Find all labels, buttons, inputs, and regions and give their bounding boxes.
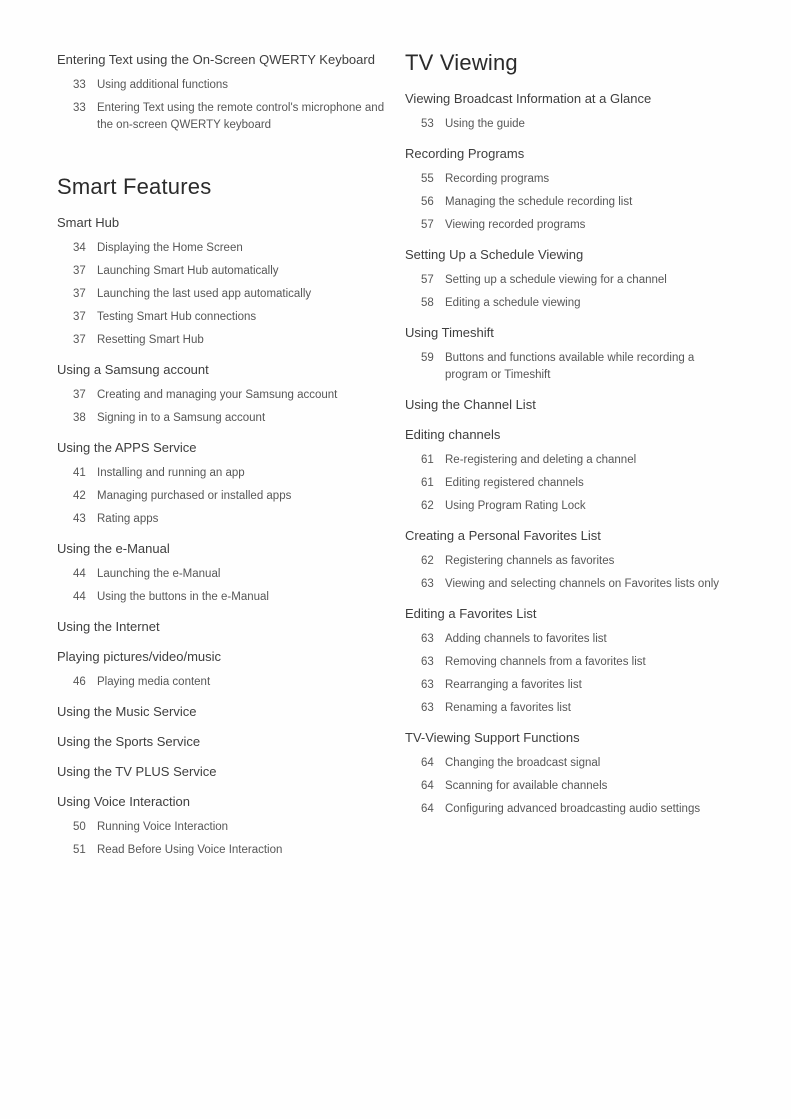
toc-section [405,245,739,312]
toc-entry-text: Launching the e-Manual [97,568,221,580]
toc-entry [57,387,391,404]
toc-entry [57,332,391,349]
toc-entry [57,842,391,859]
toc-entry [57,819,391,836]
toc-section-title: Using the Sports Service [57,734,201,749]
toc-entry-page-number: 37 [73,334,86,346]
toc-entry [405,171,739,188]
toc-entry [405,350,739,384]
toc-entry-text: Installing and running an app [97,467,245,479]
toc-entry [405,295,739,312]
toc-entry-page-number: 62 [421,500,434,512]
toc-entry-page-number: 44 [73,568,86,580]
toc-entry [57,674,391,691]
toc-section [57,762,391,781]
toc-section-title: Using the Channel List [405,397,536,412]
toc-entry [57,511,391,528]
toc-entry-page-number: 38 [73,412,86,424]
toc-section-title: Using the TV PLUS Service [57,764,217,779]
toc-entry-text: Buttons and functions available while recording a program or Timeshift [445,352,695,381]
toc-entry-text: Using the guide [445,118,525,130]
toc-entry [405,116,739,133]
toc-entry-text: Editing a schedule viewing [445,297,581,309]
toc-entry-text: Registering channels as favorites [445,555,615,567]
toc-entry-text: Testing Smart Hub connections [97,311,257,323]
toc-entry [57,566,391,583]
toc-entry-page-number: 37 [73,265,86,277]
toc-entry-page-number: 64 [421,757,434,769]
toc-section [405,89,739,133]
toc-entry-text: Using the buttons in the e-Manual [97,591,269,603]
toc-entry-page-number: 57 [421,219,434,231]
toc-entry-text: Viewing recorded programs [445,219,586,231]
toc-entry-text: Setting up a schedule viewing for a channel [445,274,667,286]
toc-entry-page-number: 57 [421,274,434,286]
toc-entry [57,488,391,505]
toc-section-title: Using the Internet [57,619,160,634]
toc-entry [57,100,391,134]
chapter-heading: Smart Features [57,174,212,199]
toc-entry-text: Signing in to a Samsung account [97,412,266,424]
toc-entry-text: Rating apps [97,513,159,525]
toc-entry [405,217,739,234]
toc-section-title: Using Voice Interaction [57,794,190,809]
toc-entry-page-number: 59 [421,352,434,364]
toc-entry-text: Renaming a favorites list [445,702,571,714]
toc-entry-page-number: 61 [421,454,434,466]
toc-entry-text: Using Program Rating Lock [445,500,586,512]
toc-column-left [57,50,391,859]
toc-entry-text: Scanning for available channels [445,780,608,792]
toc-entry-page-number: 55 [421,173,434,185]
toc-entry [405,576,739,593]
toc-entry [57,410,391,427]
toc-entry-page-number: 51 [73,844,86,856]
toc-entry-page-number: 63 [421,656,434,668]
toc-entry-text: Re-registering and deleting a channel [445,454,637,466]
toc-section-title: Creating a Personal Favorites List [405,528,601,543]
toc-section [57,438,391,528]
toc-entry [57,77,391,94]
toc-section-title: Entering Text using the On-Screen QWERTY Keyboard [57,52,375,67]
toc-entry [405,498,739,515]
toc-entry-text: Launching the last used app automatically [97,288,312,300]
toc-entry-text: Managing purchased or installed apps [97,490,292,502]
toc-entry-text: Read Before Using Voice Interaction [97,844,283,856]
toc-section [405,526,739,593]
toc-entry-page-number: 63 [421,679,434,691]
toc-entry [57,309,391,326]
toc-section-title: Viewing Broadcast Information at a Glance [405,91,652,106]
toc-section-title: TV-Viewing Support Functions [405,730,580,745]
toc-entry-page-number: 64 [421,780,434,792]
toc-entry [405,194,739,211]
toc-entry-page-number: 33 [73,102,86,114]
toc-section-title: Playing pictures/video/music [57,649,222,664]
toc-entry [405,700,739,717]
toc-entry-text: Using additional functions [97,79,229,91]
toc-section [57,213,391,349]
toc-section [57,50,391,134]
toc-section [57,617,391,636]
toc-entry-text: Viewing and selecting channels on Favorites lists only [445,578,720,590]
toc-entry [405,677,739,694]
toc-section [405,395,739,414]
toc-section-title: Editing a Favorites List [405,606,537,621]
toc-entry [57,263,391,280]
toc-section-title: Using a Samsung account [57,362,209,377]
toc-entry [405,553,739,570]
toc-entry-text: Creating and managing your Samsung account [97,389,338,401]
toc-section-title: Using the Music Service [57,704,197,719]
toc-entry [57,589,391,606]
toc-section [405,728,739,818]
toc-entry-text: Displaying the Home Screen [97,242,243,254]
toc-entry-page-number: 41 [73,467,86,479]
toc-section [57,360,391,427]
toc-entry-page-number: 46 [73,676,86,688]
toc-section-title: Using Timeshift [405,325,494,340]
toc-entry-text: Changing the broadcast signal [445,757,601,769]
toc-entry-text: Launching Smart Hub automatically [97,265,279,277]
toc-entry [57,240,391,257]
toc-section-title: Using the e-Manual [57,541,170,556]
toc-entry-page-number: 63 [421,578,434,590]
toc-entry-page-number: 56 [421,196,434,208]
toc-entry [405,272,739,289]
toc-entry-page-number: 44 [73,591,86,603]
toc-entry [405,755,739,772]
toc-entry-page-number: 53 [421,118,434,130]
toc-entry-page-number: 64 [421,803,434,815]
toc-entry-text: Removing channels from a favorites list [445,656,646,668]
toc-entry [405,475,739,492]
toc-section-title: Recording Programs [405,146,525,161]
toc-section-title: Using the APPS Service [57,440,197,455]
toc-section [405,425,739,515]
toc-entry-page-number: 62 [421,555,434,567]
chapter-heading: TV Viewing [405,50,518,75]
toc-entry-text: Editing registered channels [445,477,584,489]
toc-entry [405,654,739,671]
toc-entry-page-number: 43 [73,513,86,525]
toc-entry [57,465,391,482]
toc-section [57,792,391,859]
toc-entry-text: Recording programs [445,173,550,185]
toc-entry-page-number: 61 [421,477,434,489]
toc-section-title: Setting Up a Schedule Viewing [405,247,584,262]
toc-section-title: Smart Hub [57,215,120,230]
toc-entry-text: Playing media content [97,676,211,688]
toc-entry-page-number: 37 [73,311,86,323]
toc-section [405,323,739,384]
toc-entry-page-number: 37 [73,389,86,401]
toc-entry-text: Running Voice Interaction [97,821,229,833]
toc-section [405,144,739,234]
toc-columns [57,50,749,859]
toc-entry-page-number: 42 [73,490,86,502]
toc-entry [405,452,739,469]
toc-entry-page-number: 37 [73,288,86,300]
toc-column-right [405,50,739,859]
toc-entry-text: Managing the schedule recording list [445,196,633,208]
toc-entry [405,778,739,795]
toc-entry [57,286,391,303]
toc-entry-page-number: 63 [421,633,434,645]
toc-section [57,702,391,721]
toc-entry-page-number: 50 [73,821,86,833]
toc-section [405,604,739,717]
toc-entry-page-number: 58 [421,297,434,309]
toc-entry-text: Adding channels to favorites list [445,633,607,645]
toc-entry-text: Rearranging a favorites list [445,679,582,691]
toc-entry [405,631,739,648]
toc-entry [405,801,739,818]
toc-entry-text: Resetting Smart Hub [97,334,204,346]
toc-section [57,647,391,691]
toc-section [57,732,391,751]
toc-section-title: Editing channels [405,427,501,442]
toc-entry-page-number: 34 [73,242,86,254]
toc-entry-text: Configuring advanced broadcasting audio settings [445,803,701,815]
toc-entry-text: Entering Text using the remote control's microphone and the on-screen QWERTY keyboard [97,102,385,131]
toc-entry-page-number: 63 [421,702,434,714]
toc-section [57,539,391,606]
toc-entry-page-number: 33 [73,79,86,91]
